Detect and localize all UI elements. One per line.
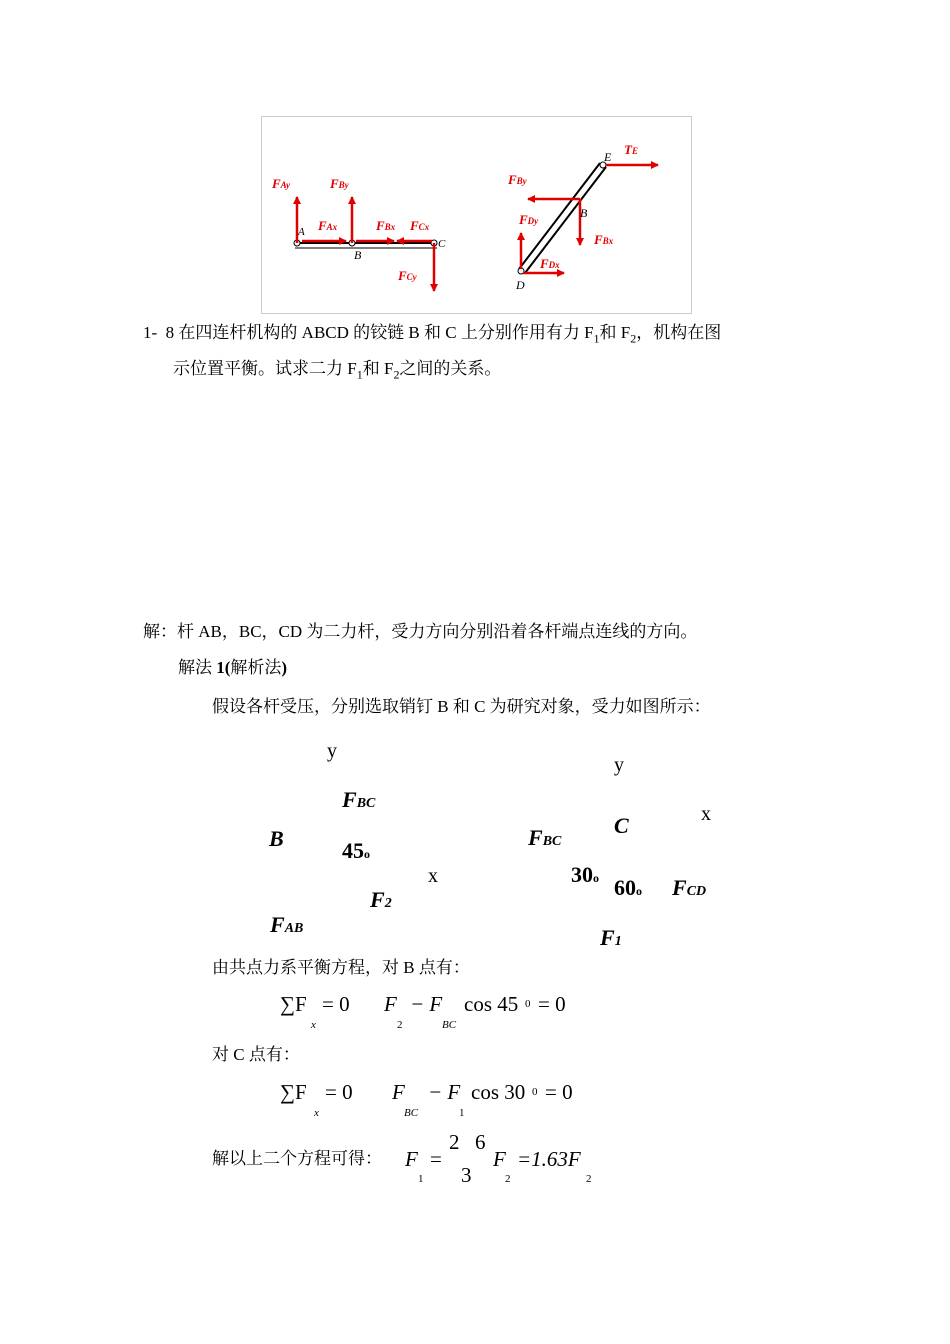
result-intro: 解以上二个方程可得： bbox=[212, 1149, 382, 1168]
eq-b-cos: cos 45 bbox=[464, 992, 519, 1016]
diag-c-x-axis: x bbox=[701, 803, 711, 825]
result-num-6: 6 bbox=[475, 1130, 486, 1154]
eq-c-sum: ∑F bbox=[280, 1080, 307, 1104]
label-fdx: FDx bbox=[540, 256, 560, 271]
assumption-text: 假设各杆受压，分别选取销钉 B 和 C 为研究对象，受力如图所示： bbox=[212, 697, 711, 716]
diag-c-angle-30: 30o bbox=[571, 862, 599, 887]
label-fcx: FCx bbox=[410, 218, 430, 233]
diag-c-fcd: FCD bbox=[672, 875, 707, 900]
eq-c-minus-f1: − F bbox=[428, 1080, 461, 1104]
diag-b-fbc: FBC bbox=[342, 787, 376, 812]
eq-b-tail: = 0 bbox=[538, 992, 566, 1016]
diag-c-y-axis: y bbox=[614, 754, 624, 776]
eq-c-fbc: F bbox=[392, 1080, 405, 1104]
result-f2b-sub: 2 bbox=[586, 1173, 592, 1185]
diag-c-f1: F1 bbox=[600, 925, 622, 950]
eq-b-f2: F bbox=[384, 992, 397, 1016]
label-fcy: FCy bbox=[398, 268, 417, 283]
diag-b-y-axis: y bbox=[327, 740, 337, 762]
diag-b-x-axis: x bbox=[428, 865, 438, 887]
eq-c-intro: 对 C 点有： bbox=[212, 1045, 300, 1064]
right-bar-group bbox=[518, 162, 658, 274]
diag-b-fab: FAB bbox=[270, 912, 304, 937]
label-point-b-right: B bbox=[580, 206, 588, 220]
diag-c-fbc: FBC bbox=[528, 825, 562, 850]
eq-c-cos: cos 30 bbox=[471, 1080, 526, 1104]
diag-b-angle-45: 45o bbox=[342, 838, 370, 863]
diag-c-angle-60: 60o bbox=[614, 875, 642, 900]
eq-c-f1-sub: 1 bbox=[459, 1107, 465, 1119]
eq-c-eq0: = 0 bbox=[325, 1080, 353, 1104]
diag-c-point-c: C bbox=[614, 813, 629, 838]
eq-c-tail: = 0 bbox=[545, 1080, 573, 1104]
label-point-d: D bbox=[516, 278, 525, 292]
result-num-2: 2 bbox=[449, 1130, 460, 1154]
label-point-b-left: B bbox=[354, 248, 362, 262]
diag-b-f2: F2 bbox=[370, 887, 392, 912]
eq-b-intro: 由共点力系平衡方程，对 B 点有： bbox=[212, 958, 470, 977]
result-f1: F bbox=[405, 1147, 418, 1171]
eq-b-sum: ∑F bbox=[280, 992, 307, 1016]
method-heading: 解法 1(解析法) bbox=[178, 658, 288, 677]
label-fbx-right: FBx bbox=[594, 232, 614, 247]
eq-c-deg: 0 bbox=[532, 1086, 538, 1098]
result-f1-sub: 1 bbox=[418, 1173, 424, 1185]
result-eq: = bbox=[430, 1147, 442, 1171]
result-f2-sub: 2 bbox=[505, 1173, 511, 1185]
eq-b-f2-sub: 2 bbox=[397, 1019, 403, 1031]
solution-intro: 解：杆 AB，BC，CD 为二力杆，受力方向分别沿着各杆端点连线的方向。 bbox=[143, 622, 698, 641]
label-te: TE bbox=[624, 142, 638, 157]
eq-b-sum-sub: x bbox=[311, 1019, 316, 1031]
diag-b-point-b: B bbox=[269, 826, 284, 851]
result-value: =1.63F bbox=[517, 1147, 581, 1171]
problem-line-2: 示位置平衡。试求二力 $F_1$和 $F_2$之间的关系。 bbox=[173, 359, 502, 382]
label-fay: FAy bbox=[272, 176, 291, 191]
problem-line-1: 1- 8 在四连杆机构的 ABCD 的铰链 B 和 C 上分别作用有力 $F_1$和 $F_2$，机构在图 bbox=[143, 323, 722, 346]
label-fby-left: FBy bbox=[330, 176, 349, 191]
label-point-c: C bbox=[438, 238, 446, 250]
eq-c-sum-sub: x bbox=[314, 1107, 319, 1119]
result-f2: F bbox=[493, 1147, 506, 1171]
label-fbx-left: FBx bbox=[376, 218, 396, 233]
label-point-a: A bbox=[298, 226, 305, 238]
eq-b-minus-fbc: − F bbox=[410, 992, 443, 1016]
eq-b-eq0: = 0 bbox=[322, 992, 350, 1016]
label-fax: FAx bbox=[318, 218, 338, 233]
label-point-e: E bbox=[604, 150, 612, 164]
eq-b-deg: 0 bbox=[525, 998, 531, 1010]
label-fdy: FDy bbox=[519, 212, 539, 227]
eq-c-fbc-sub: BC bbox=[404, 1107, 419, 1119]
eq-b-fbc-sub: BC bbox=[442, 1019, 457, 1031]
result-den-3: 3 bbox=[461, 1163, 472, 1187]
label-fby-right: FBy bbox=[508, 172, 527, 187]
